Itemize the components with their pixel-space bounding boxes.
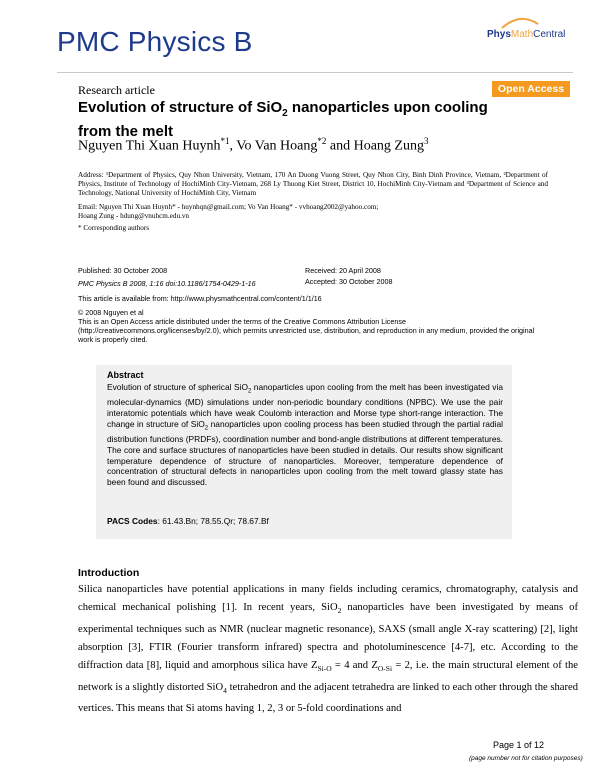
page-note: (page number not for citation purposes) bbox=[469, 755, 583, 762]
author-name: Hoang Zung bbox=[353, 138, 424, 154]
open-access-badge: Open Access bbox=[492, 81, 570, 97]
section-heading: Introduction bbox=[78, 567, 140, 579]
brand-phys: Phys bbox=[487, 29, 511, 40]
abstract-heading: Abstract bbox=[107, 370, 144, 380]
corresponding-note: * Corresponding authors bbox=[78, 224, 150, 232]
header-divider bbox=[57, 72, 573, 73]
copyright: © 2008 Nguyen et al bbox=[78, 308, 144, 317]
accepted-date: Accepted: 30 October 2008 bbox=[305, 277, 393, 286]
physmathcentral-logo-icon bbox=[500, 16, 540, 30]
abstract-text: Evolution of structure of spherical SiO$_2$ nanoparticles upon cooling from the melt has been investigated via molecular-dynamics (MD) simulations under non-periodic boundary conditions (NPBC). We use the pair interatomic potentials which have weak Coulomb interaction and Morse type short-range interaction. The change in structure of SiO$_2$ nanoparticles upon cooling process has been studied through the partial radial distribution functions (PRDFs), coordination number and bond-angle distributions at different temperatures. The core and surface structures of nanoparticles have been studied in details. Our results show significant temperature dependence of structure of nanoparticles. Moreover, temperature dependence of concentration of structural defects in nanoparticles upon cooling from the melt toward glassy state has been found and discussed. bbox=[107, 382, 504, 487]
article-type: Research article bbox=[78, 83, 155, 97]
pacs-codes: PACS Codes: 61.43.Bn; 78.55.Qr; 78.67.Bf bbox=[107, 516, 269, 526]
page-number: Page 1 of 12 bbox=[493, 740, 545, 750]
journal-name: PMC Physics B bbox=[57, 26, 253, 57]
affiliations: Address: ¹Department of Physics, Quy Nhon University, Vietnam, 170 An Duong Vuong Street, Quy Nhon City, Binh Dinh Province, Vietnam, ²Department of Physics, Institute of Technology of HochiMinh City-Vietnam, 268 Ly Thuong Kiet Street, District 10, HochiMinh City-Vietnam and ³Department of Science and Technology, National University of HochiMinh City, Vietnam bbox=[78, 171, 548, 197]
author-name: Vo Van Hoang bbox=[236, 138, 318, 154]
citation: PMC Physics B 2008, 1:16 doi:10.1186/1754-0429-1-16 bbox=[78, 279, 256, 288]
brand-math: Math bbox=[510, 29, 534, 40]
published-date: Published: 30 October 2008 bbox=[78, 266, 168, 275]
author-list: Nguyen Thi Xuan Huynh$^{*1}$, Vo Van Hoang$^{*2}$ and Hoang Zung$^3$ bbox=[78, 136, 429, 154]
introduction-paragraph: Silica nanoparticles have potential applications in many fields including ceramics, chromatography, catalysis and chemical mechanical polishing [1]. In recent years, SiO$_2$ nanoparticles have been investigated by means of experimental techniques such as NMR (nuclear magnetic resonance), SAXS (small angle X-ray scattering) [2], light absorption [3], FTIR (Fourier transform infrared) spectra and photoluminescence [4-7], etc. According to the diffraction data [8], liquid and amorphous silica have $Z_{Si-O} = 4$ and $Z_{O-Si} = 2$, i.e. the main structural element of the network is a slightly distorted SiO$_4$ tetrahedron and the adjacent tetrahedra are linked to each other through the shared vertices. This means that Si atoms having 1, 2, 3 or 5-fold coordinations and bbox=[78, 584, 579, 715]
publisher-logo bbox=[487, 29, 565, 40]
author-emails: Email: Nguyen Thi Xuan Huynh* - huynhqn@gmail.com; Vo Van Hoang* - vvhoang2002@yahoo.com; Hoang Zung - hdung@vnuhcm.edu.vn bbox=[78, 203, 379, 220]
article-url[interactable]: This article is available from: http://www.physmathcentral.com/content/1/1/16 bbox=[78, 294, 322, 303]
license-text: This is an Open Access article distributed under the terms of the Creative Commons Attribution License (http://creativecommons.org/licenses/by/2.0), which permits unrestricted use, distribution, and reproduction in any medium, provided the original work is properly cited. bbox=[78, 317, 535, 344]
brand-central: Central bbox=[533, 29, 566, 40]
author-name: Nguyen Thi Xuan Huynh bbox=[78, 138, 221, 154]
article-title: Evolution of structure of SiO$_2$ nanoparticles upon cooling from the melt bbox=[78, 99, 488, 140]
received-date: Received: 20 April 2008 bbox=[305, 266, 381, 275]
